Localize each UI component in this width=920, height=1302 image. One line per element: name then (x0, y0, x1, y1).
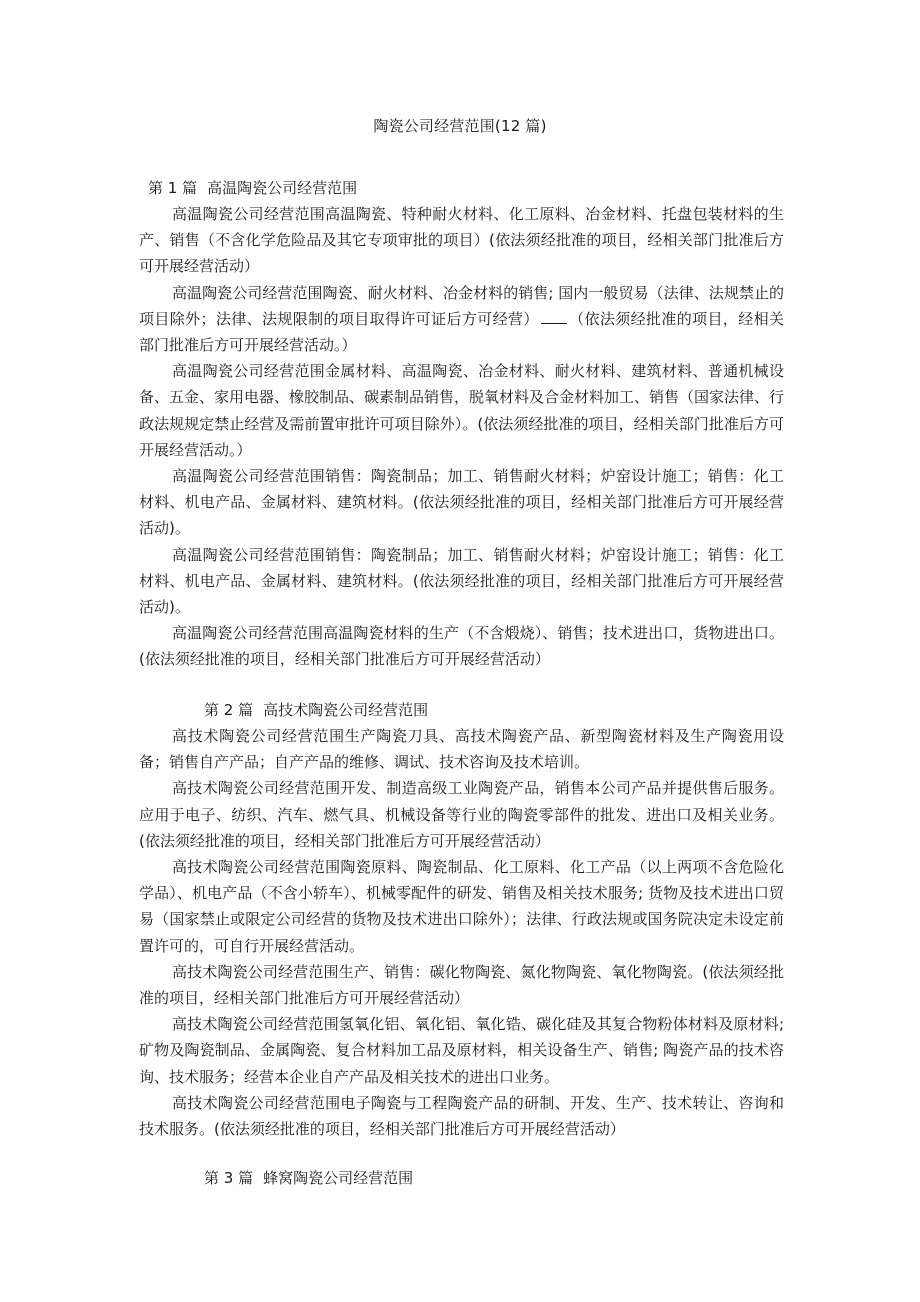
section-2 (139, 697, 784, 1142)
paragraph-text: 高温陶瓷公司经营范围陶瓷、耐火材料、冶金材料的销售; 国内一般贸易（法律、法规禁止的项目除外；法律、法规限制的项目取得许可证后方可经营） (139, 283, 784, 328)
section-3 (139, 1165, 784, 1191)
paragraph: 高技术陶瓷公司经营范围电子陶瓷与工程陶瓷产品的研制、开发、生产、技术转让、咨询和技术服务。(依法须经批准的项目，经相关部门批准后方可开展经营活动） (139, 1093, 784, 1139)
paragraph: 高技术陶瓷公司经营范围生产陶瓷刀具、高技术陶瓷产品、新型陶瓷材料及生产陶瓷用设备；销售自产产品；自产产品的维修、调试、技术咨询及技术培训。 (139, 727, 784, 772)
paragraph: 高温陶瓷公司经营范围高温陶瓷材料的生产（不含煅烧）、销售；技术进出口，货物进出口。(依法须经批准的项目，经相关部门批准后方可开展经营活动） (139, 624, 784, 669)
section-number: 第 3 篇 (204, 1169, 254, 1187)
section-3-heading (139, 1165, 784, 1191)
paragraph-with-blank (139, 280, 784, 359)
paragraph: 高技术陶瓷公司经营范围生产、销售：碳化物陶瓷、氮化物陶瓷、氧化物陶瓷。(依法须经批准的项目，经相关部门批准后方可开展经营活动） (139, 962, 784, 1008)
section-2-heading (139, 697, 784, 723)
section-title: 高技术陶瓷公司经营范围 (263, 701, 429, 719)
section-1 (139, 175, 784, 673)
paragraph-text: （依法须经批准的项目，经相关部门批准后方可开展经营活动。） (139, 309, 784, 355)
paragraph: 高温陶瓷公司经营范围销售：陶瓷制品；加工、销售耐火材料；炉窑设计施工；销售：化工材料、机电产品、金属材料、建筑材料。(依法须经批准的项目，经相关部门批准后方可开展经营活动)。 (139, 467, 784, 538)
section-1-heading (139, 175, 784, 201)
section-number: 第 1 篇 (148, 179, 198, 197)
paragraph: 高技术陶瓷公司经营范围陶瓷原料、陶瓷制品、化工原料、化工产品（以上两项不含危险化学品）、机电产品（不含小轿车）、机械零配件的研发、销售及相关技术服务; 货物及技术进出口贸易（国家禁止或限定公司经营的货物及技术进出口除外）；法律、行政法规或国务院决定未设定前置许可的，可自行开展经营活动。 (139, 858, 784, 955)
document-title: 陶瓷公司经营范围(12 篇) (373, 117, 547, 135)
paragraph: 高温陶瓷公司经营范围销售：陶瓷制品；加工、销售耐火材料；炉窑设计施工；销售：化工材料、机电产品、金属材料、建筑材料。(依法须经批准的项目，经相关部门批准后方可开展经营活动)。 (139, 545, 784, 617)
paragraph: 高温陶瓷公司经营范围金属材料、高温陶瓷、冶金材料、耐火材料、建筑材料、普通机械设备、五金、家用电器、橡胶制品、碳素制品销售，脱氧材料及合金材料加工、销售（国家法律、行政法规规定禁止经营及需前置审批许可项目除外）。(依法须经批准的项目，经相关部门批准后方可开展经营活动。） (139, 362, 785, 459)
section-title: 蜂窝陶瓷公司经营范围 (263, 1169, 414, 1187)
section-number: 第 2 篇 (204, 701, 254, 719)
paragraph: 高技术陶瓷公司经营范围开发、制造高级工业陶瓷产品，销售本公司产品并提供售后服务。应用于电子、纺织、汽车、燃气具、机械设备等行业的陶瓷零部件的批发、进出口及相关业务。(依法须经批准的项目，经相关部门批准后方可开展经营活动） (139, 779, 784, 850)
section-title: 高温陶瓷公司经营范围 (207, 179, 358, 197)
paragraph: 高技术陶瓷公司经营范围氢氧化铝、氧化铝、氧化锆、碳化硅及其复合物粉体材料及原材料; 矿物及陶瓷制品、金属陶瓷、复合材料加工品及原材料，相关设备生产、销售; 陶瓷产品的技术咨询、技术服务；经营本企业自产产品及相关技术的进出口业务。 (139, 1015, 784, 1086)
paragraph: 高温陶瓷公司经营范围高温陶瓷、特种耐火材料、化工原料、冶金材料、托盘包装材料的生产、销售（不含化学危险品及其它专项审批的项目）(依法须经批准的项目，经相关部门批准后方可开展经营活动） (139, 205, 784, 276)
fill-in-blank (541, 309, 567, 324)
